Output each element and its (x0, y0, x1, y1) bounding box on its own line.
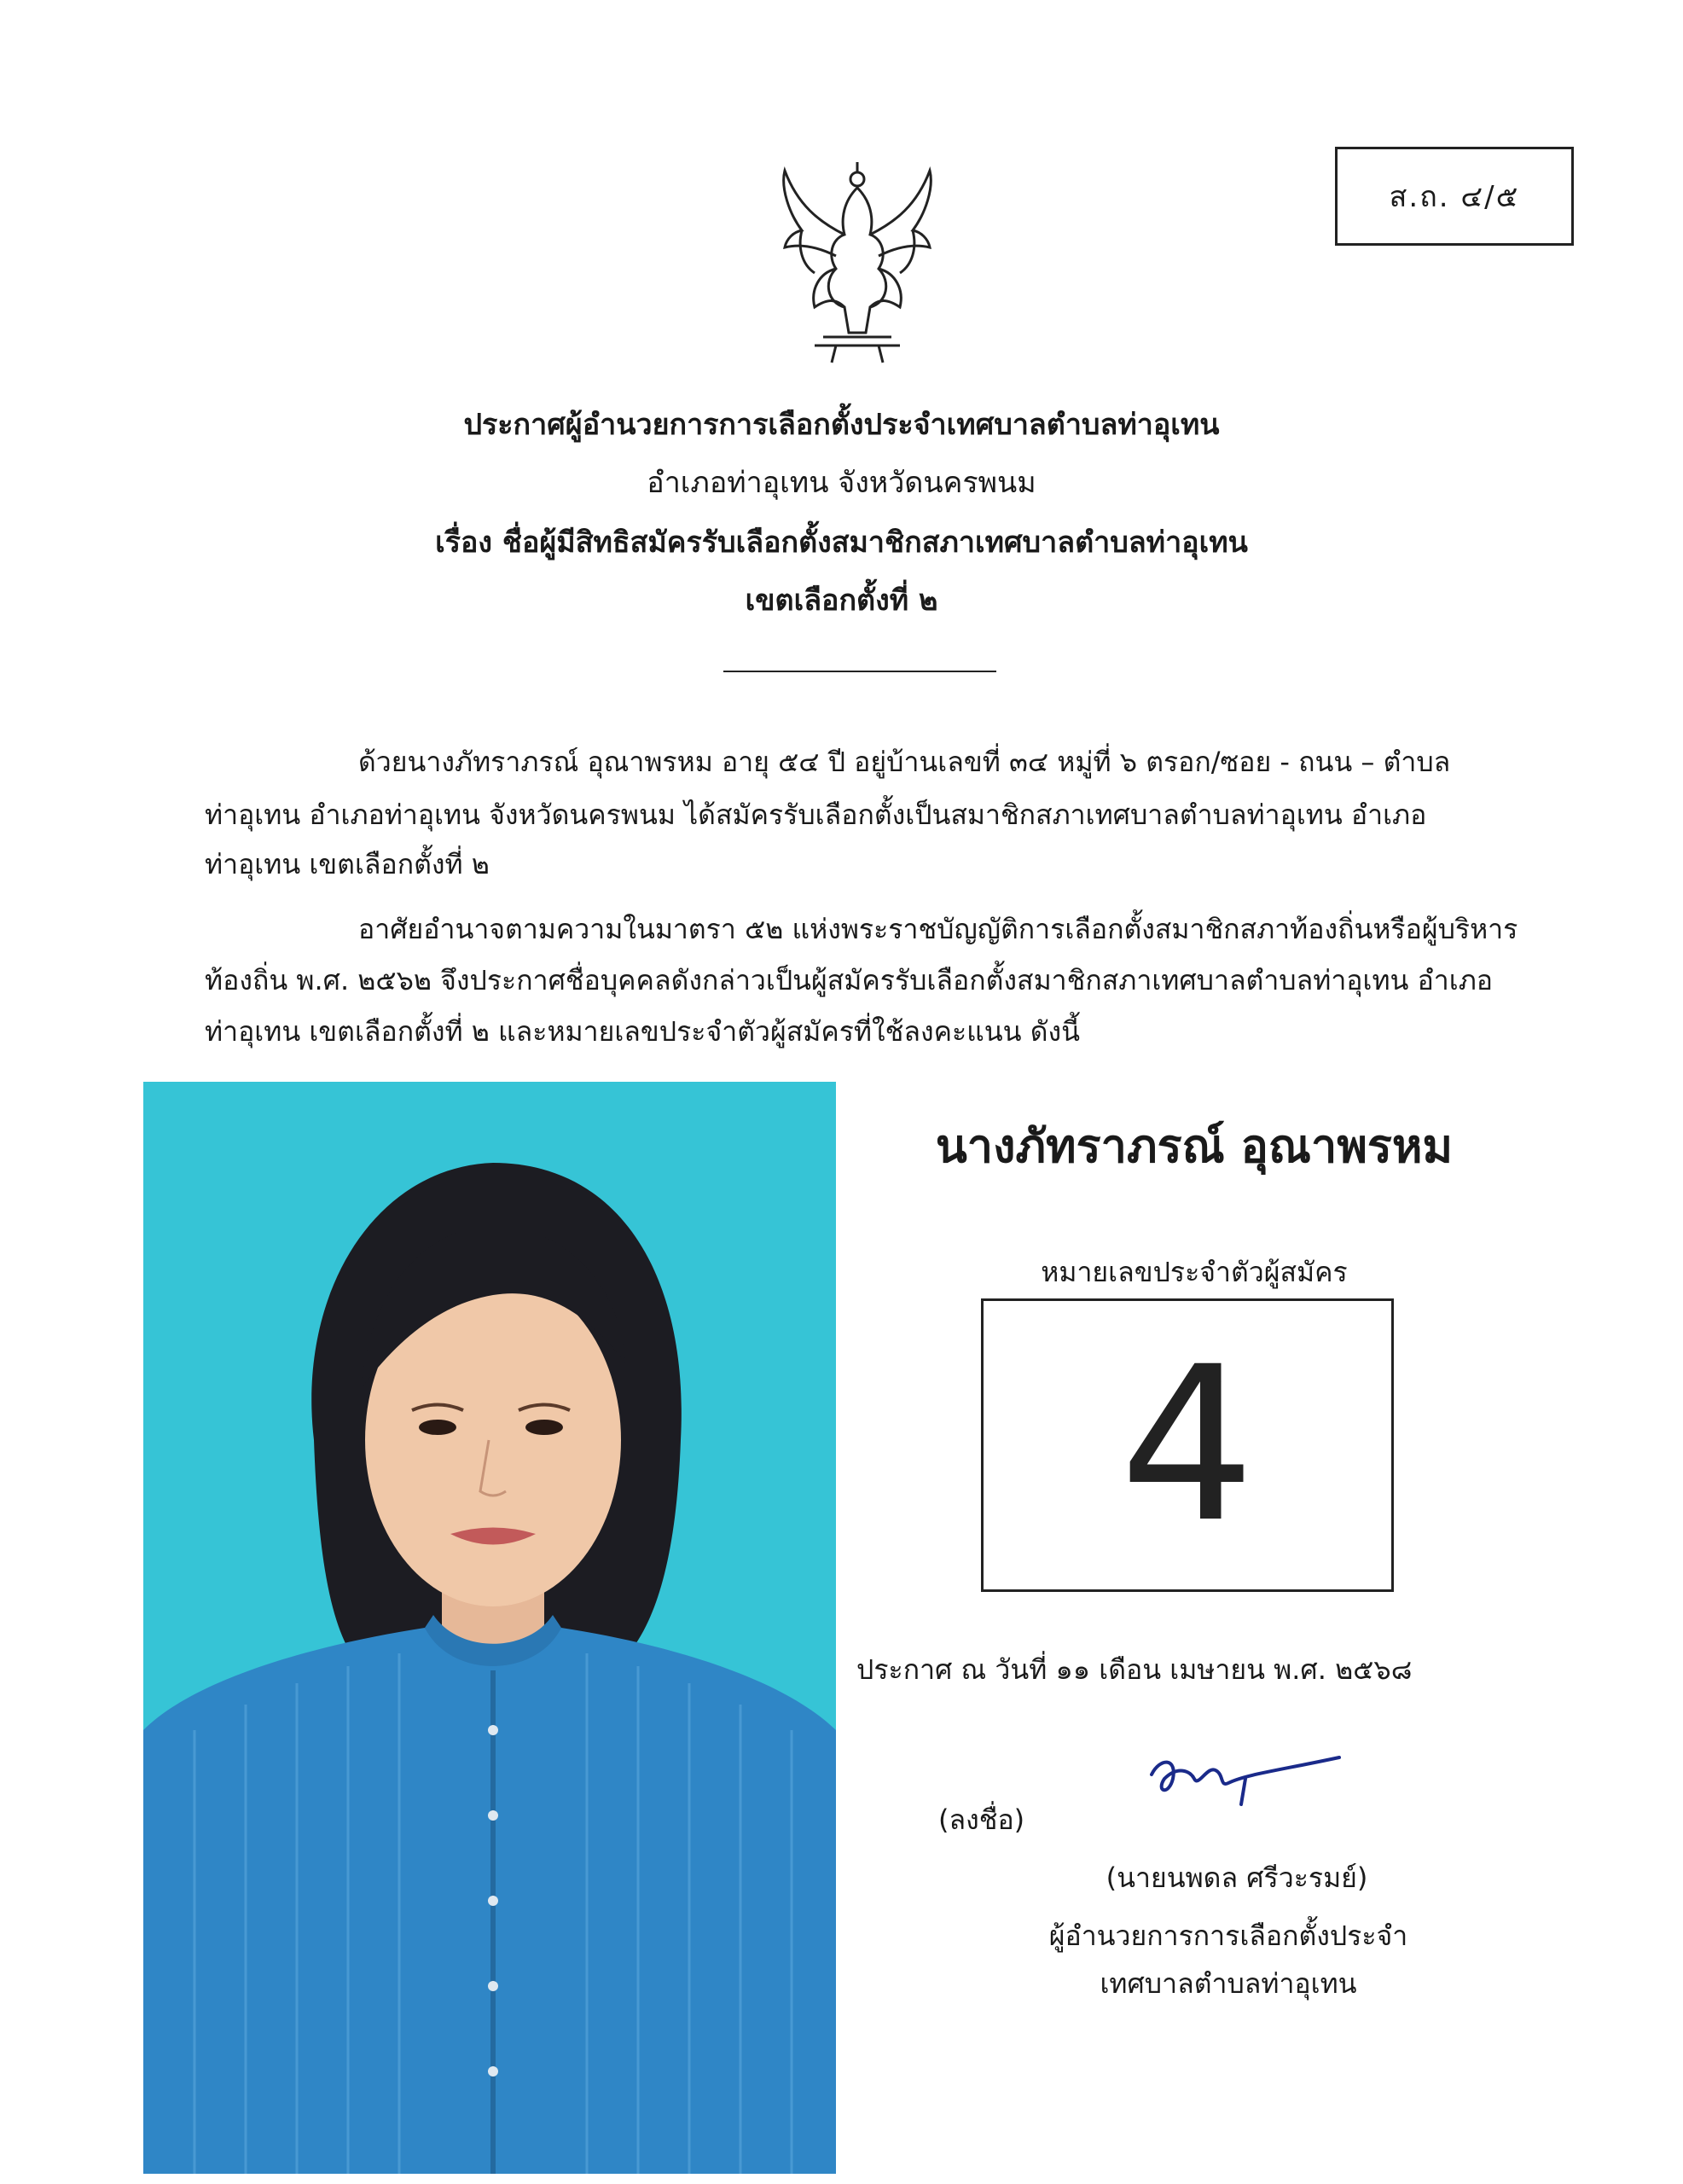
announcement-title: ประกาศผู้อำนวยการการเลือกตั้งประจำเทศบาลตำบลท่าอุเทน (463, 408, 1220, 442)
candidate-name: นางภัทราภรณ์ อุณาพรหม (935, 1119, 1454, 1173)
candidate-number: 4 (1119, 1321, 1256, 1569)
announcement-date: ประกาศ ณ วันที่ ๑๑ เดือน เมษายน พ.ศ. ๒๕๖๘ (856, 1653, 1413, 1686)
paragraph-1-line-1: ด้วยนางภัทราภรณ์ อุณาพรหม อายุ ๕๔ ปี อยู่บ้านเลขที่ ๓๔ หมู่ที่ ๖ ตรอก/ซอย - ถนน – ตำบล (358, 746, 1451, 778)
candidate-number-label: หมายเลขประจำตัวผู้สมัคร (1041, 1256, 1348, 1288)
announcement-subject: เรื่อง ชื่อผู้มีสิทธิสมัครรับเลือกตั้งสมาชิกสภาเทศบาลตำบลท่าอุเทน (435, 526, 1248, 560)
announcement-district: อำเภอท่าอุเทน จังหวัดนครพนม (647, 466, 1036, 500)
paragraph-1-line-3: ท่าอุเทน เขตเลือกตั้งที่ ๒ (205, 848, 490, 880)
candidate-photo (143, 1082, 836, 2174)
signer-title-line-2: เทศบาลตำบลท่าอุเทน (1100, 1967, 1357, 2000)
garuda-emblem (751, 154, 964, 367)
signer-name: (นายนพดล ศรีวะรมย์) (1106, 1862, 1368, 1894)
paragraph-2-line-2: ท้องถิ่น พ.ศ. ๒๕๖๒ จึงประกาศชื่อบุคคลดังกล่าวเป็นผู้สมัครรับเลือกตั้งสมาชิกสภาเทศบาลตำบลท่าอุเทน อำเภอ (205, 964, 1494, 996)
header-divider (723, 671, 996, 672)
announcement-constituency: เขตเลือกตั้งที่ ๒ (745, 584, 938, 618)
form-code-box (1335, 147, 1574, 246)
candidate-portrait-illustration (143, 1082, 836, 2174)
candidate-number-box (981, 1298, 1394, 1592)
sign-label: (ลงชื่อ) (938, 1804, 1025, 1836)
signer-title-line-1: ผู้อำนวยการการเลือกตั้งประจำ (1048, 1920, 1408, 1952)
paragraph-2-line-1: อาศัยอำนาจตามความในมาตรา ๕๒ แห่งพระราชบัญญัติการเลือกตั้งสมาชิกสภาท้องถิ่นหรือผู้บริหาร (358, 913, 1518, 945)
signature (1143, 1732, 1365, 1809)
form-code: ส.ถ. ๔/๕ (1389, 180, 1520, 214)
paragraph-2-line-3: ท่าอุเทน เขตเลือกตั้งที่ ๒ และหมายเลขประจำตัวผู้สมัครที่ใช้ลงคะแนน ดังนี้ (205, 1015, 1080, 1048)
paragraph-1-line-2: ท่าอุเทน อำเภอท่าอุเทน จังหวัดนครพนม ได้สมัครรับเลือกตั้งเป็นสมาชิกสภาเทศบาลตำบลท่าอุเทน อำเภอ (205, 799, 1427, 831)
